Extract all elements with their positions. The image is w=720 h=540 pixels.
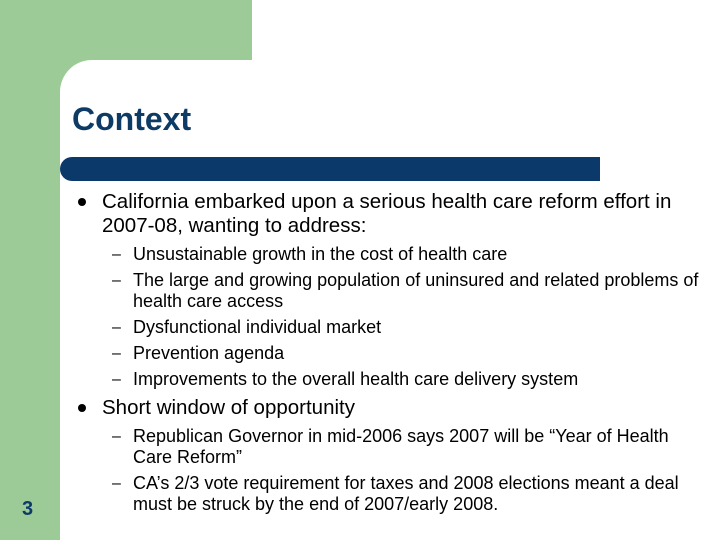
- dash-marker: –: [112, 319, 121, 336]
- bullet-text: California embarked upon a serious health care reform effort in 2007-08, wanting to address:: [102, 190, 672, 237]
- title-divider-bar: [60, 157, 600, 181]
- slide-content: [78, 190, 708, 521]
- sub-bullet-list: [78, 244, 708, 390]
- dash-marker: –: [112, 475, 121, 492]
- sub-bullet-list: [78, 426, 708, 515]
- sub-bullet-text: CA’s 2/3 vote requirement for taxes and 2008 elections meant a deal must be struck by the end of 2007/early 2008.: [133, 473, 679, 514]
- sub-bullet-item: [78, 473, 708, 515]
- sub-bullet-item: [78, 317, 708, 338]
- sub-bullet-text: Prevention agenda: [133, 343, 285, 363]
- slide-number: 3: [22, 498, 34, 520]
- sub-bullet-text: The large and growing population of uninsured and related problems of health care access: [133, 270, 699, 311]
- bullet-item: [78, 396, 708, 420]
- sub-bullet-item: [78, 270, 708, 312]
- dash-marker: –: [112, 371, 121, 388]
- sub-bullet-text: Unsustainable growth in the cost of health care: [133, 244, 508, 264]
- dash-marker: –: [112, 428, 121, 445]
- dash-marker: –: [112, 272, 121, 289]
- bullet-dot-icon: [78, 198, 86, 206]
- dash-marker: –: [112, 345, 121, 362]
- dash-marker: –: [112, 246, 121, 263]
- bullet-text: Short window of opportunity: [102, 396, 355, 419]
- sub-bullet-item: [78, 343, 708, 364]
- sub-bullet-item: [78, 244, 708, 265]
- sub-bullet-text: Republican Governor in mid-2006 says 2007 will be “Year of Health Care Reform”: [133, 426, 669, 467]
- sub-bullet-item: [78, 426, 708, 468]
- bullet-item: [78, 190, 708, 238]
- sub-bullet-text: Dysfunctional individual market: [133, 317, 382, 337]
- sub-bullet-text: Improvements to the overall health care delivery system: [133, 369, 579, 389]
- sub-bullet-item: [78, 369, 708, 390]
- slide-title: Context: [72, 101, 192, 137]
- bullet-dot-icon: [78, 404, 86, 412]
